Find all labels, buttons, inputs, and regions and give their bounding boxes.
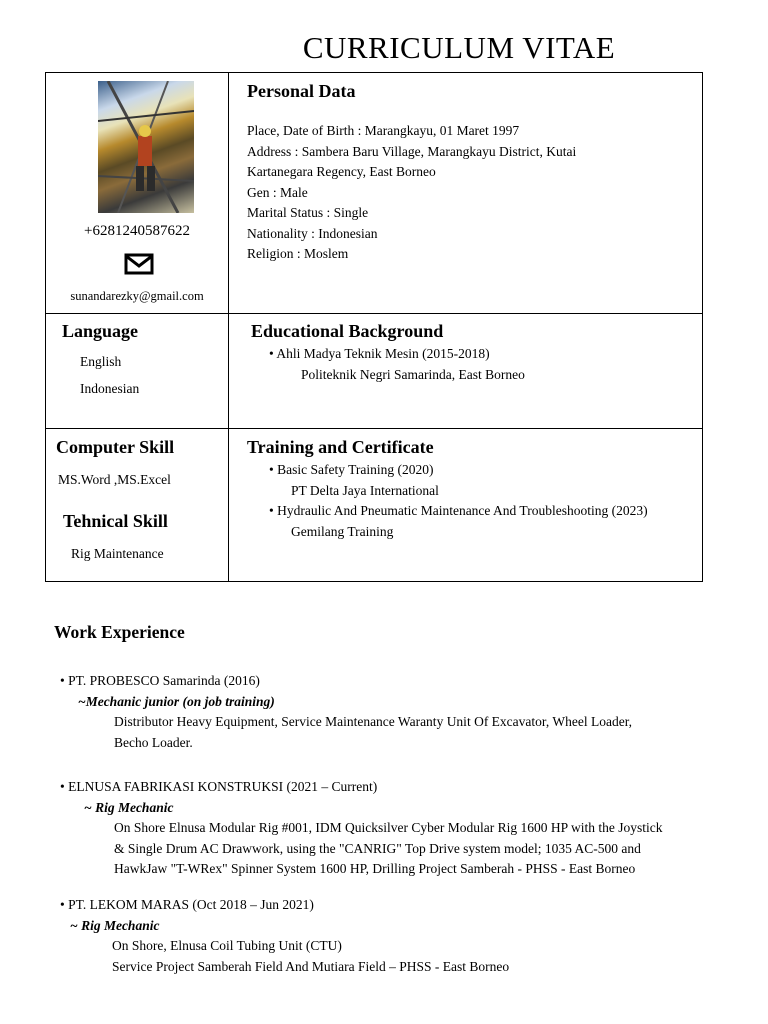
education-degree: • Ahli Madya Teknik Mesin (2015-2018) <box>269 344 525 365</box>
computer-skill-heading: Computer Skill <box>56 437 175 457</box>
address-line: Address : Sambera Baru Village, Marangkayu District, Kutai <box>247 143 577 159</box>
technical-skill-section <box>63 511 168 565</box>
technical-skill-value: Rig Maintenance <box>71 546 164 561</box>
training-org: Gemilang Training <box>291 523 394 539</box>
mail-icon <box>124 253 154 280</box>
computer-skill-section <box>56 437 174 491</box>
personal-data-section <box>247 81 576 265</box>
marital-line: Marital Status : Single <box>247 205 369 220</box>
personal-data-heading: Personal Data <box>247 81 356 101</box>
education-heading: Educational Background <box>251 321 444 341</box>
work-heading-text: Work Experience <box>54 622 185 642</box>
nationality-line: Nationality : Indonesian <box>247 225 378 241</box>
job-role: ~Mechanic junior (on job training) <box>78 693 275 709</box>
training-org: PT Delta Jaya International <box>291 482 439 498</box>
technical-skill-heading: Tehnical Skill <box>63 511 168 531</box>
job-company: • PT. PROBESCO Samarinda (2016) <box>60 671 730 692</box>
job-company: • PT. LEKOM MARAS (Oct 2018 – Jun 2021) <box>60 895 730 916</box>
education-section <box>251 321 525 385</box>
email-address: sunandarezky@gmail.com <box>70 289 204 303</box>
job-description: Service Project Samberah Field And Mutiara Field – PHSS - East Borneo <box>112 958 510 974</box>
job-company: • ELNUSA FABRIKASI KONSTRUKSI (2021 – Current) <box>60 777 730 798</box>
phone-number: +6281240587622 <box>84 223 190 239</box>
address-line-2: Kartanegara Regency, East Borneo <box>247 164 436 179</box>
language-item: Indonesian <box>80 381 140 396</box>
profile-photo <box>98 81 194 213</box>
job-entry <box>60 777 730 880</box>
training-heading: Training and Certificate <box>247 437 434 457</box>
job-entry <box>60 895 730 977</box>
job-description: Distributor Heavy Equipment, Service Maintenance Waranty Unit Of Excavator, Wheel Loader, <box>114 714 633 729</box>
job-description: On Shore, Elnusa Coil Tubing Unit (CTU) <box>112 938 342 953</box>
cv-table <box>45 72 703 582</box>
religion-line: Religion : Moslem <box>247 246 349 261</box>
training-item: • Hydraulic And Pneumatic Maintenance And Troubleshooting (2023) <box>269 501 648 522</box>
document-title: CURRICULUM VITAE <box>302 30 616 65</box>
language-heading: Language <box>62 321 139 341</box>
personal-data-lines <box>247 121 576 265</box>
row-divider <box>46 313 702 314</box>
training-section <box>247 437 648 542</box>
work-experience-heading <box>54 622 734 643</box>
job-description: & Single Drum AC Drawwork, using the "CANRIG" Top Drive system model; 1035 AC-500 and <box>114 840 641 856</box>
language-section <box>62 321 139 402</box>
job-role: ~ Rig Mechanic <box>84 799 174 815</box>
birth-line: Place, Date of Birth : Marangkayu, 01 Maret 1997 <box>247 123 520 138</box>
computer-skill-value: MS.Word ,MS.Excel <box>58 472 171 487</box>
education-school: Politeknik Negri Samarinda, East Borneo <box>301 366 525 382</box>
column-divider <box>228 73 229 581</box>
job-description: Becho Loader. <box>114 734 193 750</box>
training-item: • Basic Safety Training (2020) <box>269 460 648 481</box>
job-description: HawkJaw "T-WRex" Spinner System 1600 HP, Drilling Project Samberah - PHSS - East Borneo <box>114 861 636 876</box>
language-item: English <box>80 354 122 369</box>
job-description: On Shore Elnusa Modular Rig #001, IDM Quicksilver Cyber Modular Rig 1600 HP with the Joystick <box>114 820 663 835</box>
job-entry <box>60 671 730 753</box>
job-role: ~ Rig Mechanic <box>70 917 160 933</box>
row-divider <box>46 428 702 429</box>
gender-line: Gen : Male <box>247 184 308 200</box>
